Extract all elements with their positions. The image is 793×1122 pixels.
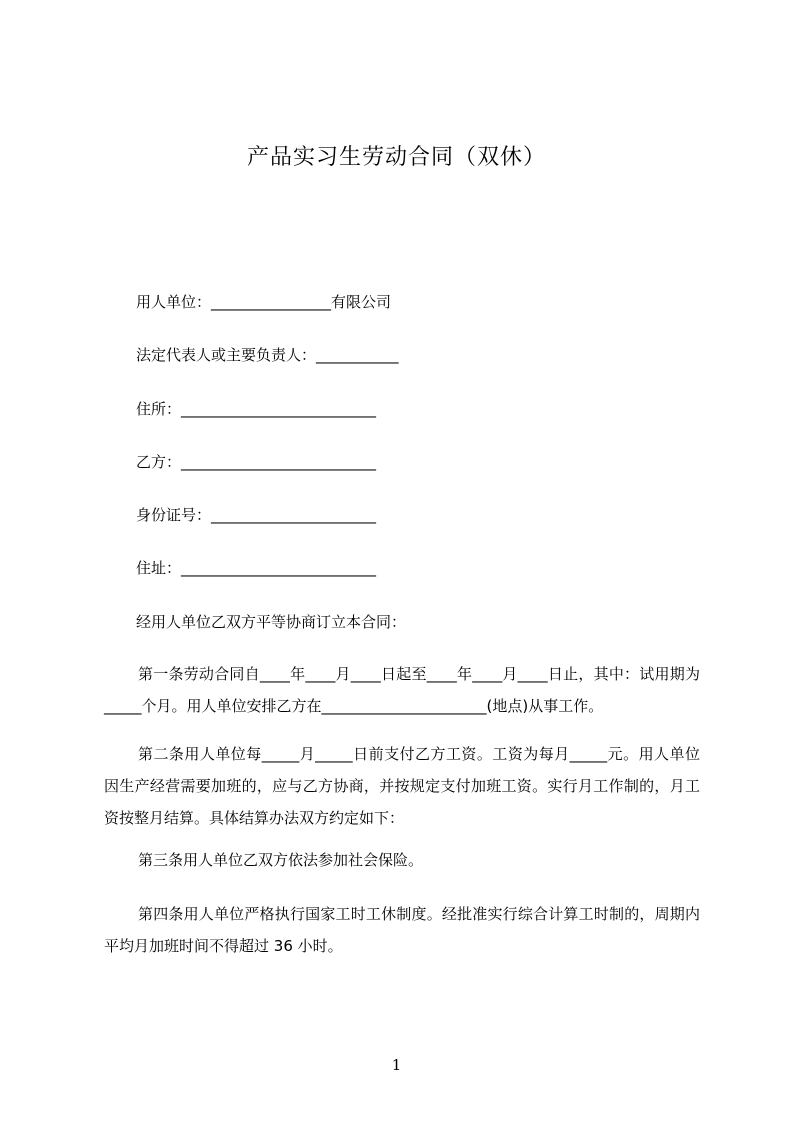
legal-rep-field: 法定代表人或主要负责人：___________ [136, 346, 399, 364]
page-number: 1 [391, 1056, 402, 1074]
document-title: 产品实习生劳动合同（双休） [246, 145, 546, 170]
address-field: 住址：__________________________ [136, 559, 377, 577]
party-b-field: 乙方：__________________________ [136, 453, 377, 471]
residence-field: 住所：__________________________ [136, 400, 377, 418]
employer-field: 用人单位：________________有限公司 [136, 293, 392, 311]
article-3: 第三条用人单位乙双方依法参加社会保险。 [138, 851, 424, 869]
article-2: 第二条用人单位每_____月_____日前支付乙方工资。工资为每月_____元。用人单位因生产经营需要加班的，应与乙方协商，并按规定支付加班工资。实行月工作制的，月工资按整月结算。具体结算办法双方约定如下： [104, 745, 700, 827]
intro-text: 经用人单位乙双方平等协商订立本合同： [136, 613, 407, 631]
article-1: 第一条劳动合同自____年____月____日起至____年____月____日止，其中：试用期为_____个月。用人单位安排乙方在______________________(地点)从事工作。 [104, 665, 700, 715]
id-number-field: 身份证号：______________________ [136, 506, 377, 524]
article-4: 第四条用人单位严格执行国家工时工休制度。经批准实行综合计算工时制的，周期内平均月加班时间不得超过 36 小时。 [104, 905, 700, 955]
